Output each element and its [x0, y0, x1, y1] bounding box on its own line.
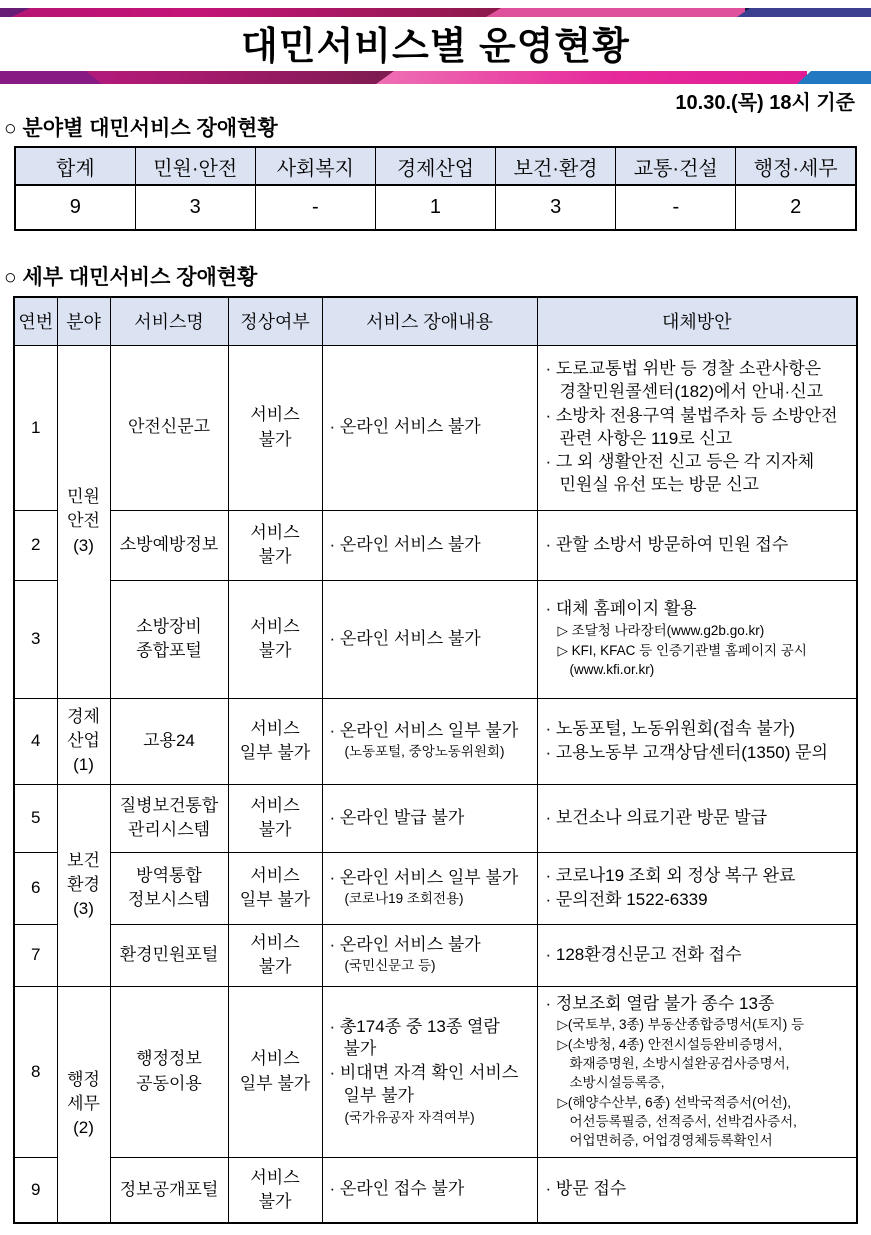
- cell-alternative: · 정보조회 열람 불가 종수 13종 ▷(국토부, 3종) 부동산종합증명서(토지) 등 ▷(소방청, 4종) 안전시설등완비증명서, 화재증명원, 소방시설완공검사증명서, 소방시설등록증, ▷(해양수산부, 6종) 선박국적증서(어선), 어선등록필증, 선적증서, 선박검사증서, 어업면허증, 어업경영체등록확인서: [537, 986, 857, 1157]
- cell-no: 6: [14, 852, 57, 924]
- cell-service: 소방예방정보: [110, 510, 228, 580]
- cell-alternative: · 대체 홈페이지 활용 ▷ 조달청 나라장터(www.g2b.go.kr) ▷ KFI, KFAC 등 인증기관별 홈페이지 공시 (www.kfi.or.kr): [537, 580, 857, 698]
- cell-no: 4: [14, 698, 57, 784]
- cell-service: 소방장비 종합포털: [110, 580, 228, 698]
- cell-no: 8: [14, 986, 57, 1157]
- table-row: [14, 1157, 857, 1223]
- cell-status: 서비스 일부 불가: [228, 986, 322, 1157]
- cell-no: 2: [14, 510, 57, 580]
- table-row: [14, 510, 857, 580]
- cell-status: 서비스 불가: [228, 510, 322, 580]
- cell-category: 행정 세무 (2): [57, 986, 110, 1223]
- banner-top: [0, 8, 871, 17]
- banner-segment-blue: [797, 71, 871, 84]
- cell-issue: · 온라인 서비스 일부 불가 (코로나19 조회전용): [322, 852, 537, 924]
- cell-issue: · 온라인 서비스 일부 불가 (노동포털, 중앙노동위원회): [322, 698, 537, 784]
- table-row: [14, 345, 857, 510]
- cell-category: 민원 안전 (3): [57, 345, 110, 698]
- cell-status: 서비스 일부 불가: [228, 698, 322, 784]
- table-row: [14, 698, 857, 784]
- cell-service: 정보공개포털: [110, 1157, 228, 1223]
- detail-header-cell: 연번: [14, 297, 57, 345]
- detail-header-cell: 정상여부: [228, 297, 322, 345]
- summary-value-cell: 9: [15, 185, 135, 230]
- cell-service: 고용24: [110, 698, 228, 784]
- cell-alternative: · 노동포털, 노동위원회(접속 불가) · 고용노동부 고객상담센터(1350) 문의: [537, 698, 857, 784]
- detail-header-cell: 대체방안: [537, 297, 857, 345]
- table-row: [14, 580, 857, 698]
- cell-service: 방역통합 정보시스템: [110, 852, 228, 924]
- summary-value-cell: 2: [736, 185, 856, 230]
- detail-section-heading: ○ 세부 대민서비스 장애현황: [4, 266, 258, 289]
- cell-no: 9: [14, 1157, 57, 1223]
- summary-value-cell: -: [616, 185, 736, 230]
- table-row: [14, 784, 857, 852]
- summary-table: [14, 146, 857, 231]
- cell-status: 서비스 불가: [228, 784, 322, 852]
- cell-alternative: · 방문 접수: [537, 1157, 857, 1223]
- cell-status: 서비스 불가: [228, 1157, 322, 1223]
- cell-status: 서비스 일부 불가: [228, 852, 322, 924]
- cell-issue: · 온라인 접수 불가: [322, 1157, 537, 1223]
- cell-no: 1: [14, 345, 57, 510]
- summary-header-row: [15, 147, 856, 185]
- cell-alternative: · 보건소나 의료기관 방문 발급: [537, 784, 857, 852]
- cell-service: 행정정보 공동이용: [110, 986, 228, 1157]
- table-row: [14, 924, 857, 986]
- summary-header-cell: 보건·환경: [496, 147, 616, 185]
- cell-issue: · 온라인 서비스 불가: [322, 345, 537, 510]
- summary-header-cell: 사회복지: [255, 147, 375, 185]
- summary-value-cell: -: [255, 185, 375, 230]
- summary-header-cell: 교통·건설: [616, 147, 736, 185]
- summary-value-cell: 3: [496, 185, 616, 230]
- summary-header-cell: 합계: [15, 147, 135, 185]
- cell-service: 환경민원포털: [110, 924, 228, 986]
- summary-value-cell: 3: [135, 185, 255, 230]
- summary-section-heading: ○ 분야별 대민서비스 장애현황: [4, 117, 278, 140]
- cell-issue: · 총174종 중 13종 열람 불가 · 비대면 자격 확인 서비스 일부 불가 (국가유공자 자격여부): [322, 986, 537, 1157]
- cell-status: 서비스 불가: [228, 580, 322, 698]
- cell-issue: · 온라인 서비스 불가 (국민신문고 등): [322, 924, 537, 986]
- banner-segment-magenta: [0, 8, 501, 17]
- banner-segment-pink: [360, 71, 807, 84]
- detail-header-cell: 서비스 장애내용: [322, 297, 537, 345]
- cell-issue: · 온라인 발급 불가: [322, 784, 537, 852]
- cell-category: 보건 환경 (3): [57, 784, 110, 986]
- as-of-timestamp: 10.30.(목) 18시 기준: [675, 92, 855, 114]
- cell-issue: · 온라인 서비스 불가: [322, 510, 537, 580]
- cell-category: 경제 산업 (1): [57, 698, 110, 784]
- cell-no: 7: [14, 924, 57, 986]
- summary-value-row: [15, 185, 856, 230]
- cell-alternative: · 도로교통법 위반 등 경찰 소관사항은 경찰민원콜센터(182)에서 안내·신고 · 소방차 전용구역 불법주차 등 소방안전 관련 사항은 119로 신고 · 그 외 생활안전 신고 등은 각 지자체 민원실 유선 또는 방문 신고: [537, 345, 857, 510]
- summary-header-cell: 민원·안전: [135, 147, 255, 185]
- page-title: 대민서비스별 운영현황: [241, 26, 630, 68]
- banner-segment-indigo: [737, 8, 871, 17]
- detail-header-cell: 서비스명: [110, 297, 228, 345]
- table-row: [14, 986, 857, 1157]
- detail-header-cell: 분야: [57, 297, 110, 345]
- cell-no: 3: [14, 580, 57, 698]
- summary-header-cell: 경제산업: [375, 147, 495, 185]
- cell-status: 서비스 불가: [228, 345, 322, 510]
- detail-table: [13, 296, 858, 1224]
- cell-alternative: · 관할 소방서 방문하여 민원 접수: [537, 510, 857, 580]
- cell-issue: · 온라인 서비스 불가: [322, 580, 537, 698]
- summary-value-cell: 1: [375, 185, 495, 230]
- summary-header-cell: 행정·세무: [736, 147, 856, 185]
- banner-segment-purple: [0, 71, 102, 84]
- banner-segment-pink: [486, 8, 745, 17]
- table-row: [14, 852, 857, 924]
- cell-alternative: · 코로나19 조회 외 정상 복구 완료 · 문의전화 1522-6339: [537, 852, 857, 924]
- banner-bottom: [0, 71, 871, 84]
- cell-no: 5: [14, 784, 57, 852]
- detail-header-row: [14, 297, 857, 345]
- cell-service: 안전신문고: [110, 345, 228, 510]
- cell-status: 서비스 불가: [228, 924, 322, 986]
- cell-alternative: · 128환경신문고 전화 접수: [537, 924, 857, 986]
- cell-service: 질병보건통합 관리시스템: [110, 784, 228, 852]
